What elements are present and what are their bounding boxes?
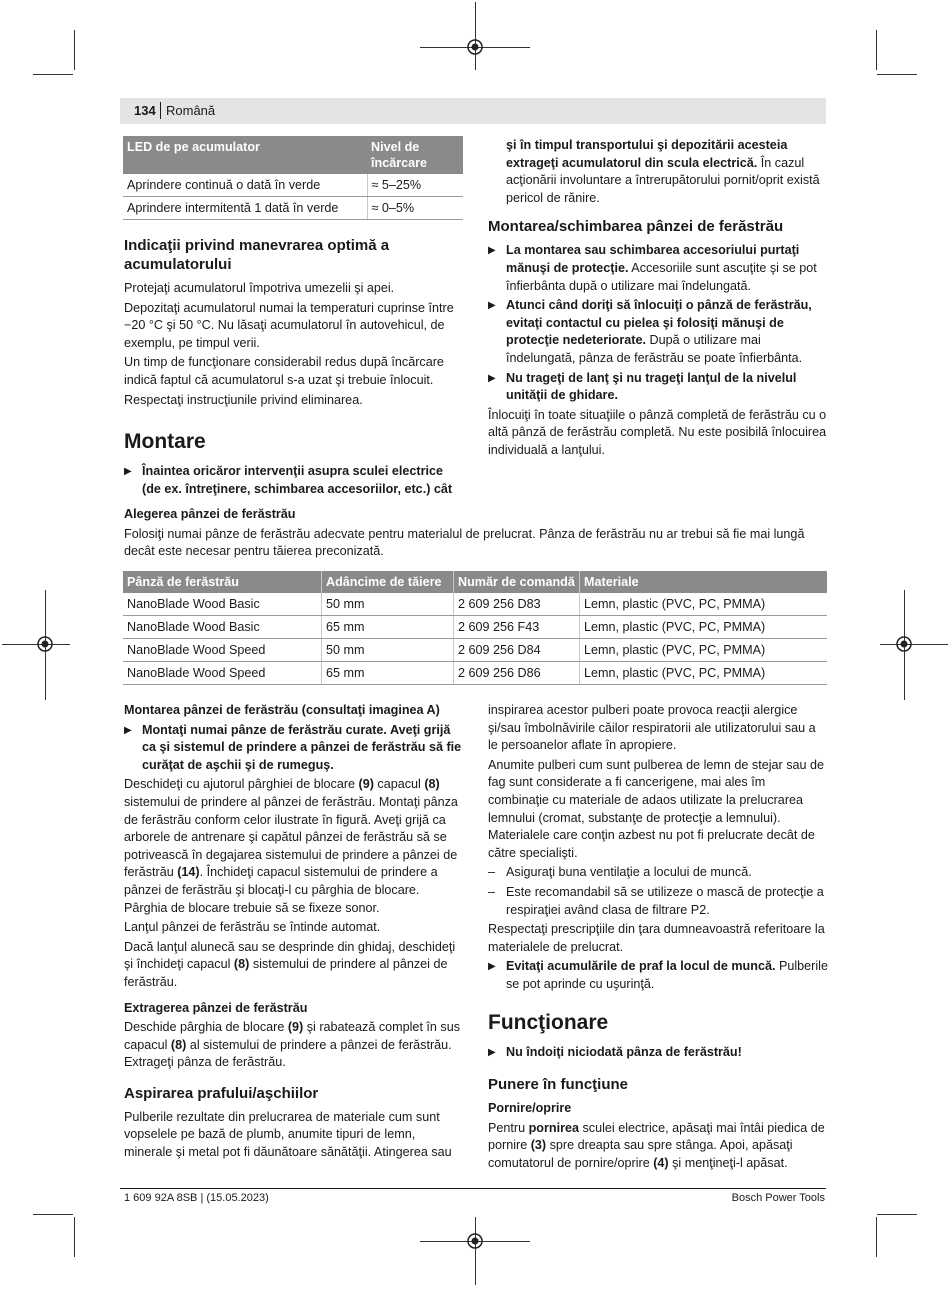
paragraph: Un timp de funcţionare considerabil redus după încărcare indică faptul că acumulatorul s-a uzat şi trebuie înlocuit. (124, 355, 444, 387)
footer-document-id: 1 609 92A 8SB | (15.05.2023) (124, 1192, 269, 1204)
text: Accesoriile sunt ascuţite şi se pot înfierbânta după o utilizare mai îndelungată. (506, 260, 817, 293)
crop-mark (877, 74, 917, 75)
warning-bullet (488, 958, 828, 993)
text: capacul (373, 777, 425, 792)
crop-mark (74, 1217, 75, 1257)
paragraph: Folosiţi numai pânze de ferăstrău adecvate pentru materialul de prelucrat. Pânza de ferăstrău nu ar trebui să fie mai lungă decât este necesar pentru tăierea preconizată. (124, 526, 805, 559)
bold-text: Evitaţi acumulările de praf la locul de muncă. (506, 959, 776, 974)
paragraph (124, 776, 464, 917)
led-status-table (123, 136, 463, 220)
dash-item: – Este recomandabil să se utilizeze o mască de protecţie a respiraţiei având clasa de filtrare P2. (488, 884, 828, 919)
footer-divider (120, 1188, 826, 1189)
section-heading: Indicaţii privind manevrarea optimă a acumulatorului (124, 237, 390, 273)
table-cell: 2 609 256 D83 (454, 593, 580, 616)
reference-number: (8) (424, 777, 440, 792)
warning-bullet: ▶ Nu îndoiţi niciodată pânza de ferăstrău! (488, 1044, 828, 1062)
crop-mark (475, 2, 476, 70)
text: al sistemului de prindere a pânzei de ferăstrău. Extrageţi pânza de ferăstrău. (124, 1037, 452, 1070)
table-header-cell: Pânză de ferăstrău (123, 571, 322, 593)
paragraph (488, 137, 828, 207)
table-row (123, 662, 827, 685)
chapter-heading: Montare (124, 430, 206, 454)
paragraph: Înlocuiţi în toate situaţiile o pânză completă de ferăstrău cu o altă pânză de ferăstrău completă. Nu este posibilă înlocuirea individuală a lanţului. (488, 407, 827, 457)
reference-number: (9) (358, 777, 374, 792)
table-header-row (123, 571, 827, 593)
left-column-top (124, 220, 464, 500)
registration-mark-icon (36, 635, 54, 653)
subheading: Alegerea pânzei de ferăstrău (124, 507, 296, 521)
table-cell: ≈ 5–25% (367, 174, 463, 197)
table-cell: Aprindere intermitentă 1 dată în verde (123, 197, 367, 220)
text: sculei electrice, apăsaţi mai întâi piedica de pornire (488, 1120, 825, 1153)
subheading: Pornire/oprire (488, 1101, 572, 1116)
right-column-top (488, 137, 828, 462)
text: spre dreapta sau spre stânga. Apoi, apăsaţi comutatorul de pornire/oprire (488, 1138, 793, 1170)
reference-number: (14) (177, 865, 200, 880)
table-header-cell: Adâncime de tăiere (322, 571, 454, 593)
crop-mark (880, 644, 948, 645)
text: şi menţineţi-l apăsat. (668, 1155, 788, 1170)
registration-mark-icon (466, 38, 484, 56)
text: sistemului de prindere al pânzei de ferăstrău. Montaţi pânza de ferăstrău conform celor ilustrate în figură. Aveţi grijă ca arborele de antrenare şi capătul pânzei de ferăstrău să se potrivească în degajarea sistemului de prindere a pânzei de ferăstrău (124, 794, 458, 880)
table-cell: NanoBlade Wood Speed (123, 639, 322, 662)
table-header-cell: LED de pe acumulator (123, 136, 367, 174)
left-column-bottom (124, 702, 464, 1164)
section-heading: Aspirarea prafului/aşchiilor (124, 1084, 319, 1102)
reference-number: (9) (287, 1020, 304, 1035)
page-header-bar (120, 98, 826, 124)
text: sistemului de prindere al pânzei de ferăstrău. (124, 957, 448, 989)
paragraph: Respectaţi prescripţiile din ţara dumneavoastră referitoare la materialele de prelucrat. (488, 922, 825, 954)
section-heading: Punere în funcţiune (488, 1076, 629, 1094)
page-number: 134 (134, 103, 156, 118)
text: În cazul acţionării involuntare a întrerupătorului pornit/oprit există pericol de rănire. (506, 155, 820, 205)
text: După o utilizare mai îndelungată, pânza de ferăstrău se poate înfierbânta. (506, 333, 803, 365)
table-row (123, 616, 827, 639)
table-cell: 2 609 256 D86 (454, 662, 580, 685)
table-cell: Lemn, plastic (PVC, PC, PMMA) (580, 593, 828, 616)
table-cell: 50 mm (322, 593, 454, 616)
chapter-heading: Funcţionare (488, 1010, 609, 1034)
table-cell: ≈ 0–5% (367, 197, 463, 220)
warning-bullet (488, 297, 828, 367)
table-row (123, 593, 827, 616)
table-row (123, 197, 463, 220)
reference-number: (8) (170, 1037, 187, 1052)
table-cell: Lemn, plastic (PVC, PC, PMMA) (580, 616, 828, 639)
crop-mark (74, 30, 75, 70)
table-cell: 65 mm (322, 616, 454, 639)
table-cell: NanoBlade Wood Basic (123, 616, 322, 639)
table-cell: 50 mm (322, 639, 454, 662)
paragraph: Protejaţi acumulatorul împotriva umezelii şi apei. (124, 281, 395, 295)
paragraph: Lanţul pânzei de ferăstrău se întinde automat. (124, 920, 381, 935)
bold-text: La montarea sau schimbarea accesoriului purtaţi mănuşi de protecţie. (506, 243, 800, 275)
paragraph: Respectaţi instrucţiunile privind eliminarea. (124, 392, 363, 407)
header-divider (160, 102, 161, 119)
dash-item: – Asiguraţi buna ventilaţie a locului de muncă. (488, 864, 828, 882)
paragraph: Anumite pulberi cum sunt pulberea de lemn de stejar sau de fag sunt considerate a fi cancerigene, mai ales îm combinaţie cu materiale de adaos utilizate la prelucrarea lemnului (cromat, substanţe de protecţie a lemnului). Materialele care conţin azbest nu pot fi prelucrate decât de către specialişti. (488, 757, 825, 860)
subheading: Montarea pânzei de ferăstrău (consultaţi imaginea A) (124, 703, 440, 717)
table-header-row (123, 136, 463, 174)
crop-mark (876, 1217, 877, 1257)
table-cell: Lemn, plastic (PVC, PC, PMMA) (580, 639, 828, 662)
table-cell: 65 mm (322, 662, 454, 685)
right-column-bottom (488, 702, 828, 1174)
reference-number: (3) (530, 1138, 547, 1153)
footer-brand: Bosch Power Tools (731, 1192, 825, 1204)
registration-mark-icon (466, 1232, 484, 1250)
text: Dacă lanţul alunecă sau se desprinde din ghidaj, deschideţi şi închideţi capacul (124, 939, 456, 972)
paragraph (488, 1120, 828, 1173)
paragraph: inspirarea acestor pulberi poate provoca reacţii alergice şi/sau îmbolnăvirile căilor respiratorii ale utilizatorului sau a le persoanelor aflate în apropiere. (488, 703, 816, 753)
bold-text: pornirea (528, 1120, 579, 1135)
text: Pentru (488, 1120, 529, 1135)
blade-table (123, 571, 827, 685)
crop-mark (475, 1217, 476, 1285)
table-header-cell: Număr de comandă (454, 571, 580, 593)
paragraph: Depozitaţi acumulatorul numai la temperaturi cuprinse între −20 °C şi 50 °C. Nu lăsaţi acumulatorul în autovehicul, de exemplu, pe timpul verii. (124, 300, 454, 350)
table-row (123, 639, 827, 662)
paragraph: Pulberile rezultate din prelucrarea de materiale cum sunt vopselele pe bază de plumb, anumite tipuri de lemn, minerale şi metal pot fi dăunătoare sănătăţii. Atingerea sau (124, 1109, 452, 1160)
table-cell: 2 609 256 D84 (454, 639, 580, 662)
paragraph (124, 1019, 464, 1072)
subheading: Extragerea pânzei de ferăstrău (124, 1000, 308, 1015)
table-cell: NanoBlade Wood Basic (123, 593, 322, 616)
registration-mark-icon (895, 635, 913, 653)
text: Deschide pârghia de blocare (124, 1020, 288, 1035)
warning-bullet: ▶ Nu trageţi de lanţ şi nu trageţi lanţul de la nivelul unităţii de ghidare. (488, 370, 828, 405)
crop-mark (33, 74, 73, 75)
crop-mark (876, 30, 877, 70)
bold-text: şi în timpul transportului şi depozitării acesteia extrageţi acumulatorul din scula electrică. (506, 138, 788, 170)
table-row (123, 174, 463, 197)
text: Pulberile se pot aprinde cu uşurinţă. (506, 959, 828, 991)
header-language: Română (166, 103, 216, 118)
reference-number: (8) (233, 957, 250, 972)
table-header-cell: Materiale (580, 571, 828, 593)
warning-bullet: ▶ Montaţi numai pânze de ferăstrău curate. Aveţi grijă ca şi sistemul de prindere a pânzei de ferăstrău să fie curăţat de aşchii şi de rumeguş. (124, 722, 464, 775)
crop-mark (33, 1214, 73, 1215)
table-cell: Aprindere continuă o dată în verde (123, 174, 367, 197)
table-cell: Lemn, plastic (PVC, PC, PMMA) (580, 662, 828, 685)
bold-text: Atunci când doriţi să înlocuiţi o pânză de ferăstrău, evitaţi contactul cu pielea şi folosiţi mănuşi de protecţie nedeteriorate. (506, 298, 812, 348)
table-cell: 2 609 256 F43 (454, 616, 580, 639)
warning-bullet: ▶ Înaintea oricăror intervenţii asupra sculei electrice (de ex. întreţinere, schimbarea accesoriilor, etc.) cât (124, 463, 464, 498)
section-heading: Montarea/schimbarea pânzei de ferăstrău (488, 218, 784, 236)
crop-mark (877, 1214, 917, 1215)
text: şi rabatează complet în sus capacul (124, 1020, 461, 1052)
reference-number: (4) (653, 1155, 669, 1170)
warning-bullet (488, 242, 828, 295)
paragraph (124, 939, 464, 992)
table-cell: NanoBlade Wood Speed (123, 662, 322, 685)
table-header-cell: Nivel de încărcare (367, 136, 463, 174)
text: . Închideţi capacul sistemului de prindere a pânzei de ferăstrău şi blocaţi-l cu pârghia de blocare. Pârghia de blocare trebuie să se fixeze sonor. (124, 865, 438, 915)
text: Deschideţi cu ajutorul pârghiei de blocare (124, 777, 359, 792)
blade-selection-section (124, 506, 824, 563)
